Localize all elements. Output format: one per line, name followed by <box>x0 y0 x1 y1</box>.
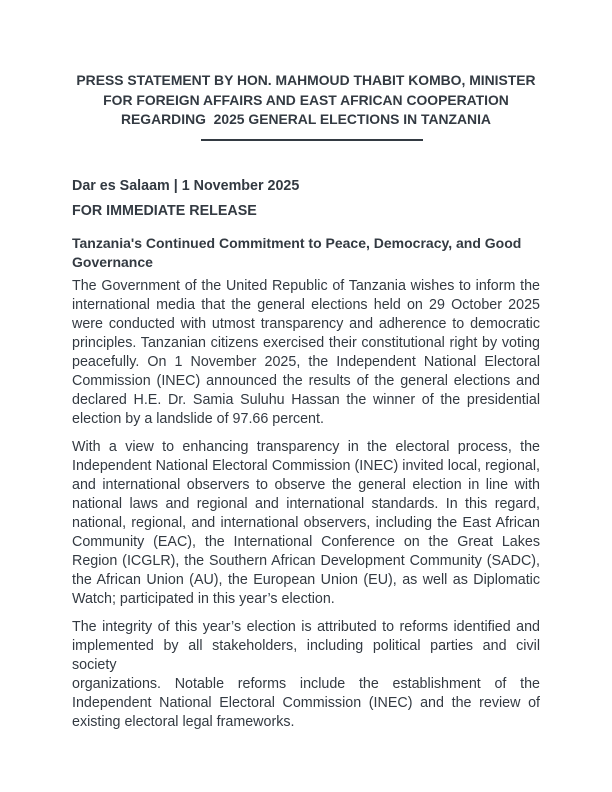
body-paragraph-2 <box>72 438 540 609</box>
subject-heading-line: Governance <box>72 254 153 270</box>
paragraph-line: Community (EAC), the International Conference on the Great Lakes <box>72 533 540 550</box>
body-paragraph-3 <box>72 618 540 732</box>
paragraph-line: Independent National Electoral Commission (INEC) invited local, regional, <box>72 457 540 474</box>
subject-heading-line: Tanzania's Continued Commitment to Peace, Democracy, and Good <box>72 234 522 251</box>
paragraph-line: Commission (INEC) announced the results of the general elections and <box>72 372 540 389</box>
paragraph-line: Watch; participated in this year’s election. <box>72 590 335 607</box>
paragraph-line: national laws and regional and international standards. In this regard, <box>72 495 540 512</box>
paragraph-line: election by a landslide of 97.66 percent. <box>72 410 324 427</box>
title-line: REGARDING 2025 GENERAL ELECTIONS IN TANZANIA <box>121 111 491 127</box>
paragraph-line: the African Union (AU), the European Union (EU), as well as Diplomatic <box>72 571 540 588</box>
press-statement-title <box>72 71 540 130</box>
subject-heading <box>72 234 540 273</box>
paragraph-line: The Government of the United Republic of Tanzania wishes to inform the <box>72 277 540 294</box>
paragraph-line: were conducted with utmost transparency and adherence to democratic <box>72 315 540 332</box>
body-paragraph-1 <box>72 277 540 429</box>
paragraph-line: Region (ICGLR), the Southern African Development Community (SADC), <box>72 552 540 569</box>
paragraph-line: existing electoral legal frameworks. <box>72 713 295 730</box>
paragraph-line: principles. Tanzanian citizens exercised their constitutional right by voting <box>72 334 540 351</box>
release-statement: FOR IMMEDIATE RELEASE <box>72 203 257 219</box>
paragraph-line: national, regional, and international observers, including the East African <box>72 514 540 531</box>
title-line: PRESS STATEMENT BY HON. MAHMOUD THABIT KOMBO, MINISTER <box>76 72 536 88</box>
paragraph-line: The integrity of this year’s election is attributed to reforms identified and <box>72 618 540 635</box>
paragraph-line: implemented by all stakeholders, including political parties and civil society <box>72 637 540 673</box>
paragraph-line: organizations. Notable reforms include the establishment of the <box>72 675 540 692</box>
paragraph-line: peacefully. On 1 November 2025, the Independent National Electoral <box>72 353 540 370</box>
dateline: Dar es Salaam | 1 November 2025 <box>72 177 300 194</box>
paragraph-line: declared H.E. Dr. Samia Suluhu Hassan the winner of the presidential <box>72 391 540 408</box>
paragraph-line: With a view to enhancing transparency in the electoral process, the <box>72 438 540 455</box>
title-underline-rule <box>201 139 423 141</box>
paragraph-line: international media that the general elections held on 29 October 2025 <box>72 296 540 313</box>
paragraph-line: and international observers to observe the general election in line with <box>72 476 540 493</box>
title-line: FOR FOREIGN AFFAIRS AND EAST AFRICAN COOPERATION <box>103 91 509 108</box>
paragraph-line: Independent National Electoral Commission (INEC) and the review of <box>72 694 540 711</box>
